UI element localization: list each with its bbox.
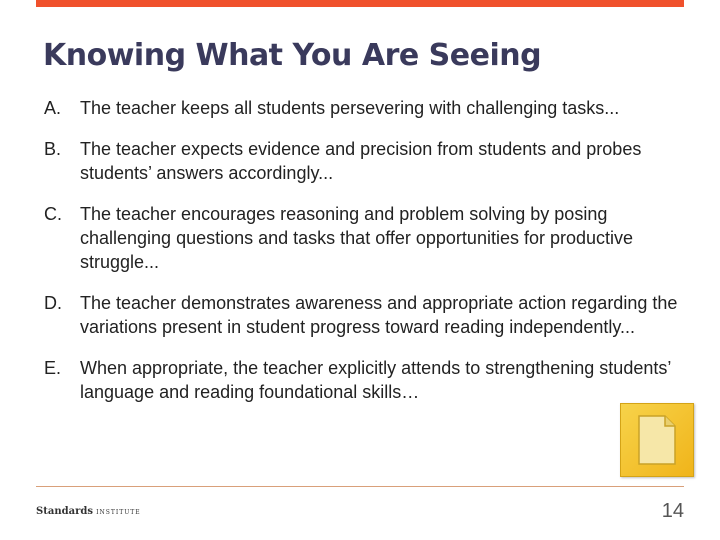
item-text: When appropriate, the teacher explicitly attends to strengthening students’ language and reading foundational skills…	[80, 358, 671, 402]
slide-title: Knowing What You Are Seeing	[43, 38, 542, 73]
list-item	[44, 96, 694, 120]
item-letter: E.	[44, 358, 62, 378]
page-number: 14	[661, 500, 684, 522]
logo-subtext: INSTITUTE	[96, 509, 141, 516]
item-letter: D.	[44, 293, 62, 313]
item-letter: B.	[44, 139, 62, 159]
top-accent-bar	[36, 0, 684, 7]
document-link-button[interactable]	[620, 403, 694, 477]
criteria-list	[44, 96, 694, 421]
list-item	[44, 356, 694, 404]
footer-divider	[36, 486, 684, 487]
item-text: The teacher keeps all students persevering with challenging tasks...	[80, 98, 620, 118]
list-item	[44, 137, 694, 185]
item-letter: A.	[44, 98, 62, 118]
item-text: The teacher demonstrates awareness and appropriate action regarding the variations present in student progress toward reading independently...	[80, 293, 678, 337]
item-text: The teacher expects evidence and precision from students and probes students’ answers accordingly...	[80, 139, 642, 183]
standards-institute-logo	[36, 506, 141, 517]
document-icon	[637, 414, 677, 466]
logo-wordmark: Standards	[36, 506, 93, 517]
item-text: The teacher encourages reasoning and problem solving by posing challenging questions and tasks that offer opportunities for productive struggle...	[80, 204, 634, 272]
list-item	[44, 202, 694, 274]
list-item	[44, 291, 694, 339]
item-letter: C.	[44, 204, 62, 224]
